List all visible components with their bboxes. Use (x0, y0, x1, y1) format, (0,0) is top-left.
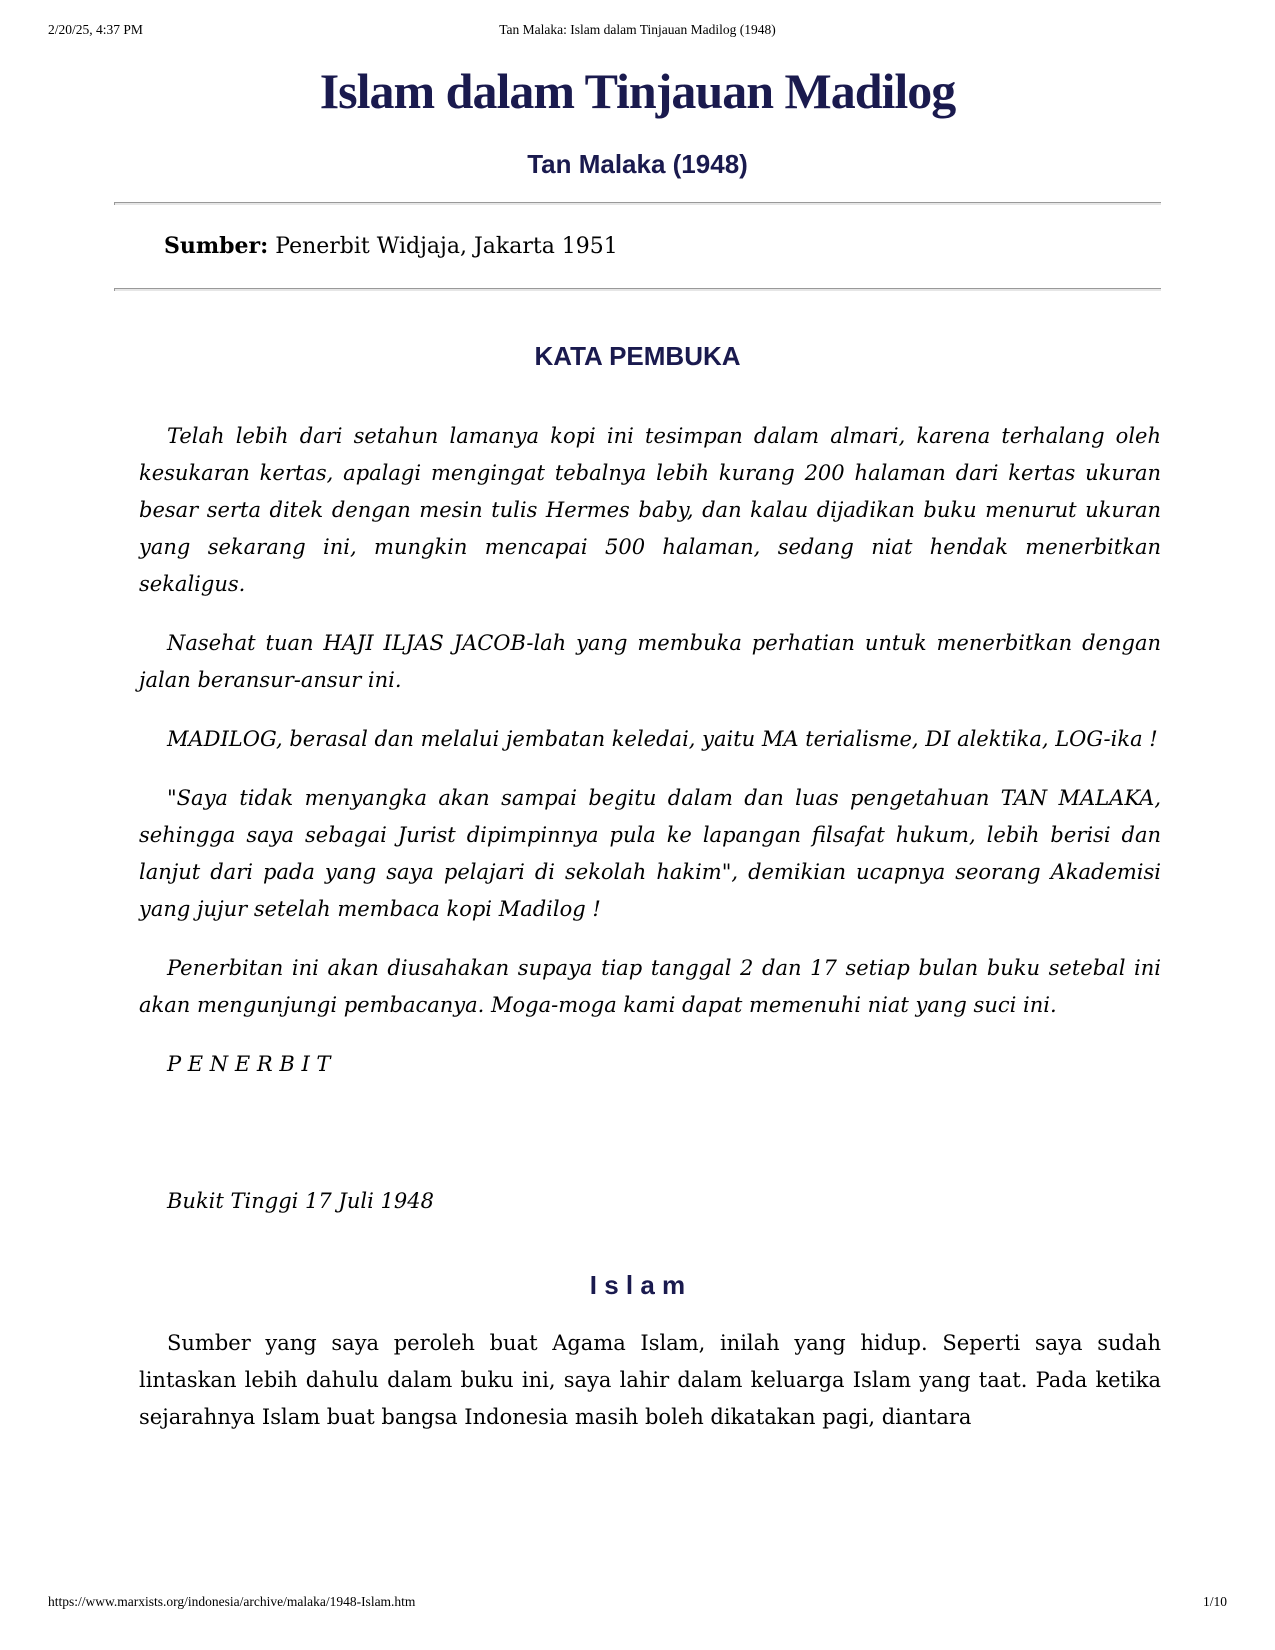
paragraph: "Saya tidak menyangka akan sampai begitu dalam dan luas pengetahuan TAN MALAKA, sehingga saya sebagai Jurist dipimpinnya pula ke lapangan filsafat hukum, lebih berisi dan lanjut dari pada yang saya pelajari di sekolah hakim", demikian ucapnya seorang Akademisi yang jujur setelah membaca kopi Madilog ! (139, 786, 1161, 921)
page-indicator: 1/10 (1202, 1594, 1227, 1609)
section-heading-kata-pembuka: KATA PEMBUKA (534, 341, 741, 371)
paragraph: Sumber yang saya peroleh buat Agama Islam, inilah yang hidup. Seperti saya sudah lintaskan lebih dahulu dalam buku ini, saya lahir dalam keluarga Islam yang taat. Pada ketika sejarahnya Islam buat bangsa Indonesia masih boleh dikatakan pagi, diantara (139, 1331, 1161, 1429)
print-datetime: 2/20/25, 4:37 PM (48, 22, 143, 37)
paragraph: MADILOG, berasal dan melalui jembatan keledai, yaitu MA terialisme, DI alektika, LOG-ika ! (167, 727, 1158, 751)
footer-url: https://www.marxists.org/indonesia/archive/malaka/1948-Islam.htm (48, 1594, 416, 1609)
horizontal-rule-top (114, 202, 1161, 205)
article-title: Islam dalam Tinjauan Madilog (319, 63, 956, 119)
article-content (114, 202, 1161, 1436)
section-heading-islam: I s l a m (589, 1270, 686, 1300)
print-footer (48, 1594, 1227, 1610)
dateline: Bukit Tinggi 17 Juli 1948 (167, 1189, 434, 1213)
publisher-signature: P E N E R B I T (167, 1052, 331, 1076)
paragraph: Telah lebih dari setahun lamanya kopi ini tesimpan dalam almari, karena terhalang oleh kesukaran kertas, apalagi mengingat tebalnya lebih kurang 200 halaman dari kertas ukuran besar serta ditek dengan mesin tulis Hermes baby, dan kalau dijadikan buku menurut ukuran yang sekarang ini, mungkin mencapai 500 halaman, sedang niat hendak menerbitkan sekaligus. (139, 424, 1161, 596)
body-text (114, 418, 1161, 1436)
paragraph: Penerbitan ini akan diusahakan supaya tiap tanggal 2 dan 17 setiap bulan buku setebal ini akan mengunjungi pembacanya. Moga-moga kami dapat memenuhi niat yang suci ini. (139, 956, 1161, 1017)
print-doc-title: Tan Malaka: Islam dalam Tinjauan Madilog (1948) (499, 22, 776, 37)
source-value: Penerbit Widjaja, Jakarta 1951 (268, 234, 618, 259)
horizontal-rule-bottom (114, 288, 1161, 291)
source-line (164, 231, 1161, 262)
paragraph: Nasehat tuan HAJI ILJAS JACOB-lah yang membuka perhatian untuk menerbitkan dengan jalan beransur-ansur ini. (139, 631, 1161, 692)
print-header (48, 22, 1227, 40)
kata-pembuka-block (114, 418, 1161, 1220)
author-line: Tan Malaka (1948) (527, 149, 748, 179)
source-label: Sumber: (164, 233, 269, 259)
